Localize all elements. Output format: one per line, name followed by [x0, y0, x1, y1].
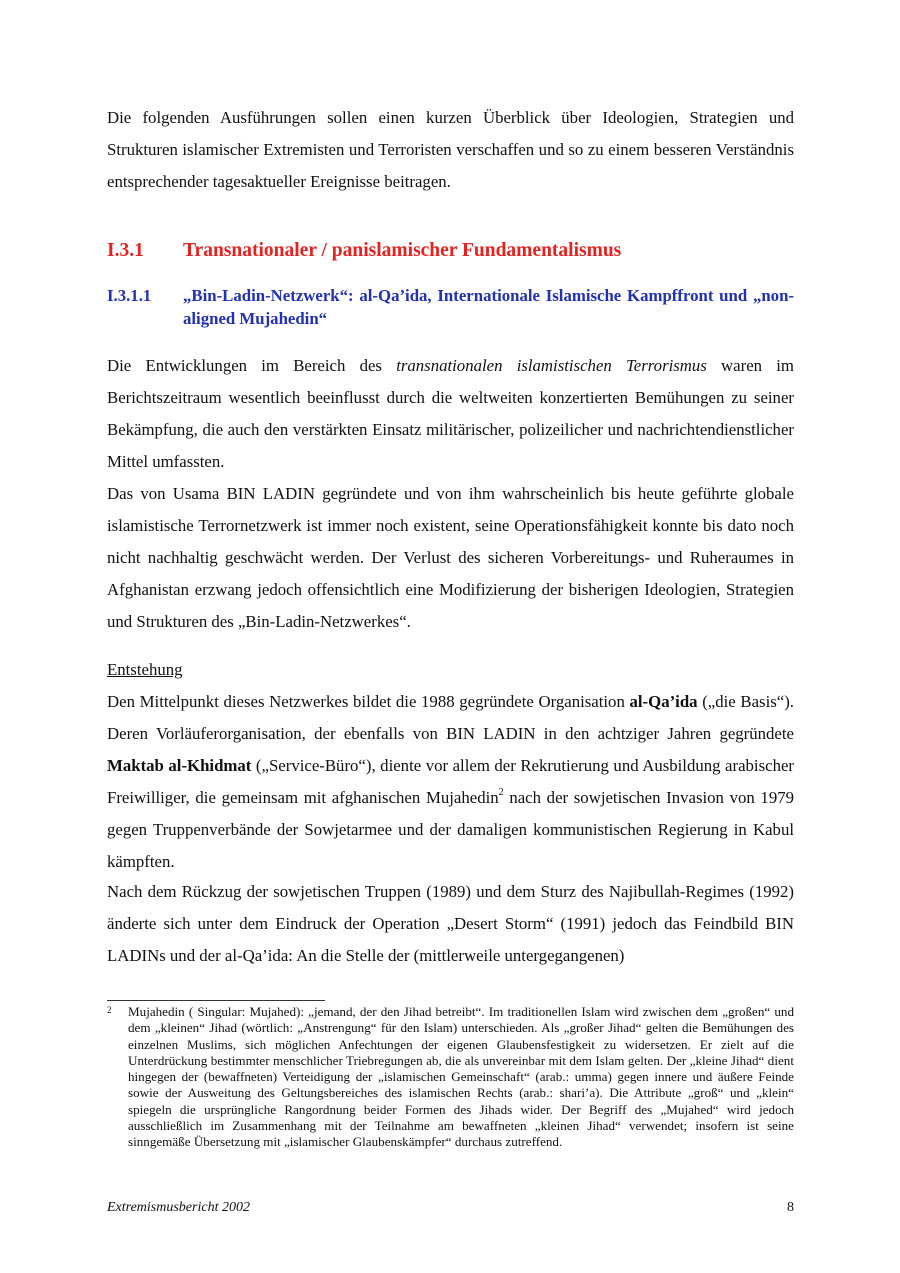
section-heading	[107, 237, 794, 265]
subsection-number: I.3.1.1	[107, 286, 152, 305]
para3-text-1: Den Mittelpunkt dieses Netzwerkes bildet die 1988 gegründete Organisation	[107, 692, 630, 711]
subheading-entstehung: Entstehung	[107, 660, 183, 679]
para1-text-after: waren im Berichtszeitraum wesentlich beeinflusst durch die weltweiten konzertierten Bemühungen zu seiner Bekämpfung, die auch den verstärkten Einsatz militärischer, polizeilicher und nachrichtendienstlicher Mittel umfassten.	[107, 356, 794, 471]
footnote-divider	[107, 1000, 325, 1001]
intro-paragraph: Die folgenden Ausführungen sollen einen kurzen Überblick über Ideologien, Strategien und Strukturen islamischer Extremisten und Terroristen verschaffen und so zu einem besseren Verständnis entsprechender tagesaktueller Ereignisse beitragen.	[107, 108, 794, 191]
footnote	[107, 1004, 794, 1151]
para3-text-2: („die Basis“). Deren Vorläuferorganisation, der ebenfalls von BIN LADIN in den achtziger Jahren gegründete	[107, 692, 794, 743]
para3-text-4: nach der sowjetischen Invasion von 1979 gegen Truppenverbände der Sowjetarmee und der damaligen kommunistischen Regierung in Kabul kämpften.	[107, 788, 794, 871]
footnote-text: Mujahedin ( Singular: Mujahed): „jemand, der den Jihad betreibt“. Im traditionellen Islam wird zwischen dem „großen“ und dem „kleinen“ Jihad (wörtlich: „Anstrengung“ für den Islam) unterschieden. Als „großer Jihad“ gelten die Bemühungen des einzelnen Muslims, sich möglichen Anfechtungen der eigenen Glaubensfestigkeit zu widersetzen. Er zielt auf die Unterdrückung bestimmter menschlicher Triebregungen ab, die als unvereinbar mit dem Islam gelten. Der „kleine Jihad“ dient hingegen der (bewaffneten) Verteidigung der „islamischen Gemeinschaft“ (arab.: umma) gegen innere und äußere Feinde sowie der Ausweitung des Geltungsbereiches des islamischen Rechts (arab.: shari’a). Die Attribute „groß“ und „klein“ spiegeln die ursprüngliche Rangordnung beider Formen des Jihads wider. Der Begriff des „Mujahed“ wird jedoch ausschließlich im Zusammenhang mit der Teilnahme am bewaffneten „kleinen Jihad“ verwendet; insofern ist seine sinngemäße Übersetzung mit „islamischer Glaubenskämpfer“ durchaus zutreffend.	[128, 1004, 794, 1150]
subsection-title: „Bin-Ladin-Netzwerk“: al-Qa’ida, Internationale Islamische Kampffront und „non-aligned Mujahedin“	[183, 286, 794, 328]
paragraph-enemy-image: Nach dem Rückzug der sowjetischen Truppen (1989) und dem Sturz des Najibullah-Regimes (1992) änderte sich unter dem Eindruck der Operation „Desert Storm“ (1991) jedoch das Feindbild BIN LADINs und der al-Qa’ida: An die Stelle der (mittlerweile untergegangenen)	[107, 882, 794, 965]
footnote-reference[interactable]: 2	[498, 787, 504, 798]
section-number: I.3.1	[107, 240, 144, 261]
paragraph-developments	[107, 350, 794, 478]
footer-title: Extremismusbericht 2002	[107, 1200, 250, 1215]
footnote-number: 2	[107, 1005, 112, 1015]
bold-term-al-qaida: al-Qa’ida	[629, 692, 698, 711]
bold-term-maktab: Maktab al-Khidmat	[107, 756, 252, 775]
para1-italic-term: transnationalen islamistischen Terrorismus	[396, 356, 707, 375]
page-number: 8	[787, 1200, 794, 1215]
paragraph-network: Das von Usama BIN LADIN gegründete und von ihm wahrscheinlich bis heute geführte globale islamistische Terrornetzwerk ist immer noch existent, seine Operationsfähigkeit konnte bis dato noch nicht nachhaltig geschwächt werden. Der Verlust des sicheren Vorbereitungs- und Ruheraumes in Afghanistan erzwang jedoch offensichtlich eine Modifizierung der bisherigen Ideologien, Strategien und Strukturen des „Bin-Ladin-Netzwerkes“.	[107, 484, 794, 631]
subsection-heading	[107, 284, 794, 330]
section-title: Transnationaler / panislamischer Fundamentalismus	[183, 240, 622, 261]
para1-text-before: Die Entwicklungen im Bereich des	[107, 356, 397, 375]
paragraph-origin	[107, 686, 794, 878]
para3-text-3: („Service-Büro“), diente vor allem der Rekrutierung und Ausbildung arabischer Freiwilliger, die gemeinsam mit afghanischen Mujahedin	[107, 756, 794, 807]
